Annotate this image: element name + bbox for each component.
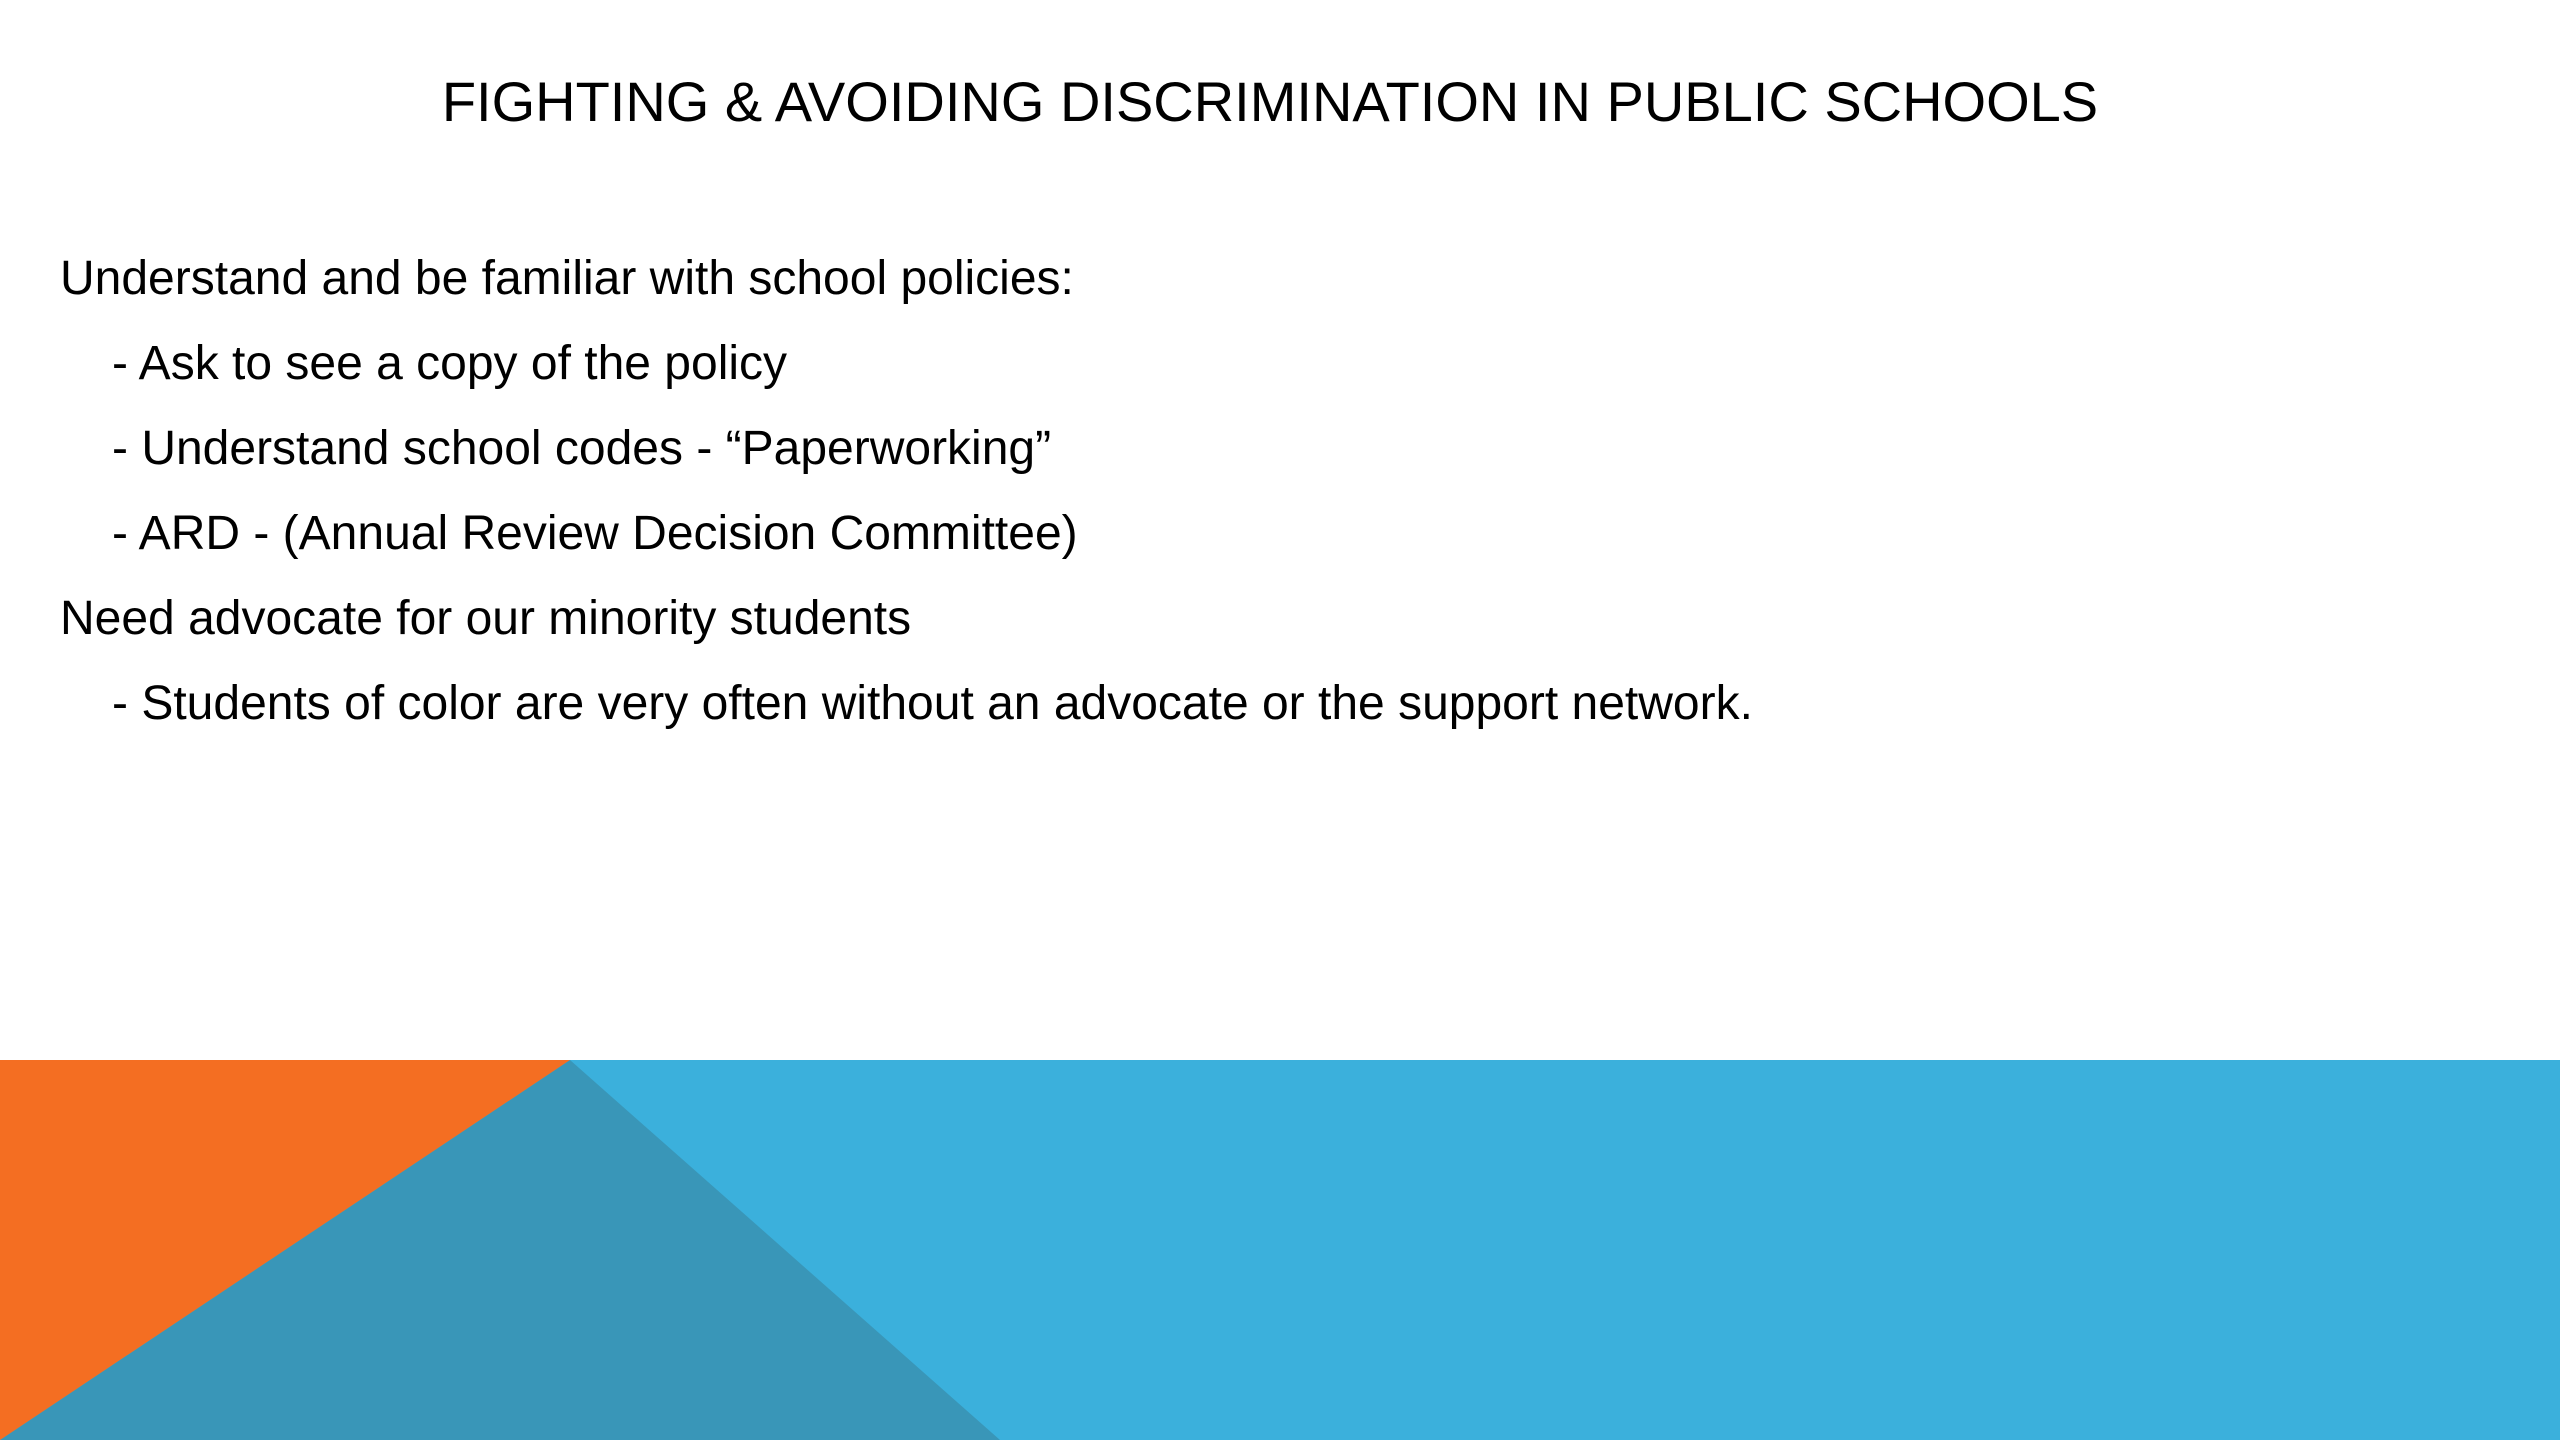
slide-body [60, 236, 2460, 746]
bullet-item: - Students of color are very often without an advocate or the support network. [112, 677, 1753, 730]
bullet-item: - Ask to see a copy of the policy [112, 337, 788, 390]
bullet-item: Understand and be familiar with school policies: [60, 252, 1074, 305]
slide-title: FIGHTING & AVOIDING DISCRIMINATION IN PUBLIC SCHOOLS [441, 70, 2099, 133]
bullet-item: - ARD - (Annual Review Decision Committee) [112, 507, 1078, 560]
decorative-footer-shapes [0, 1060, 2560, 1440]
bullet-item: Need advocate for our minority students [60, 592, 912, 645]
bullet-item: - Understand school codes - “Paperworking” [112, 422, 1052, 475]
